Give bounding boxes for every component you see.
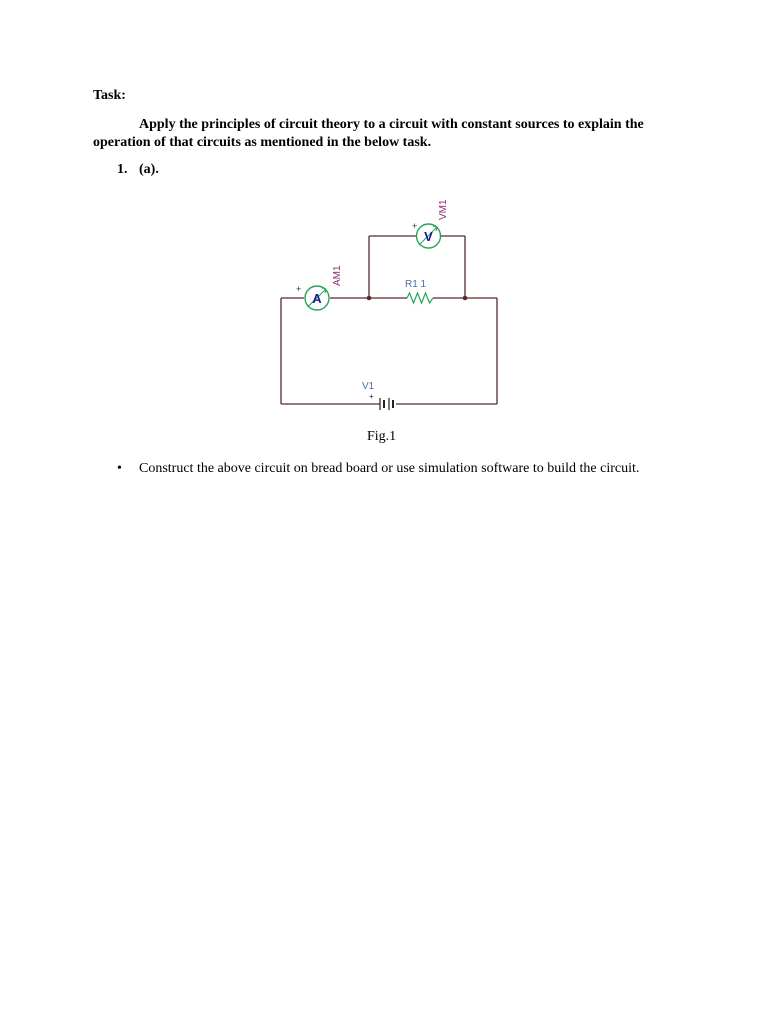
bullet-dot: • xyxy=(117,461,122,476)
battery-plus: + xyxy=(369,392,374,401)
battery xyxy=(380,398,393,410)
task-heading: Task: xyxy=(93,88,126,103)
voltmeter-label: VM1 xyxy=(438,199,449,220)
ammeter-plus: + xyxy=(296,284,302,294)
resistor-label: R1 1 xyxy=(405,279,427,290)
ammeter xyxy=(296,265,343,310)
bullet-text: Construct the above circuit on bread board or use simulation software to build the circuit. xyxy=(139,461,640,476)
battery-label: V1 xyxy=(362,381,375,392)
junction-node-right xyxy=(463,296,468,301)
ammeter-label: AM1 xyxy=(332,265,343,286)
task-item xyxy=(117,162,159,178)
voltmeter xyxy=(412,199,449,248)
resistor-symbol xyxy=(407,293,433,303)
task-item-label: (a). xyxy=(139,162,159,177)
junction-node-left xyxy=(367,296,372,301)
circuit-diagram xyxy=(270,190,510,420)
task-intro xyxy=(93,116,683,152)
voltmeter-symbol: V xyxy=(424,229,433,244)
task-intro-text: Apply the principles of circuit theory to a circuit with constant sources to explain the operation of that circuits as mentioned in the below task. xyxy=(93,117,644,150)
circuit-wires xyxy=(281,236,497,404)
instruction-bullet xyxy=(117,460,677,477)
task-item-number: 1. xyxy=(117,162,128,177)
voltmeter-plus: + xyxy=(412,221,418,231)
figure-caption: Fig.1 xyxy=(367,429,397,444)
ammeter-symbol: A xyxy=(312,291,322,306)
